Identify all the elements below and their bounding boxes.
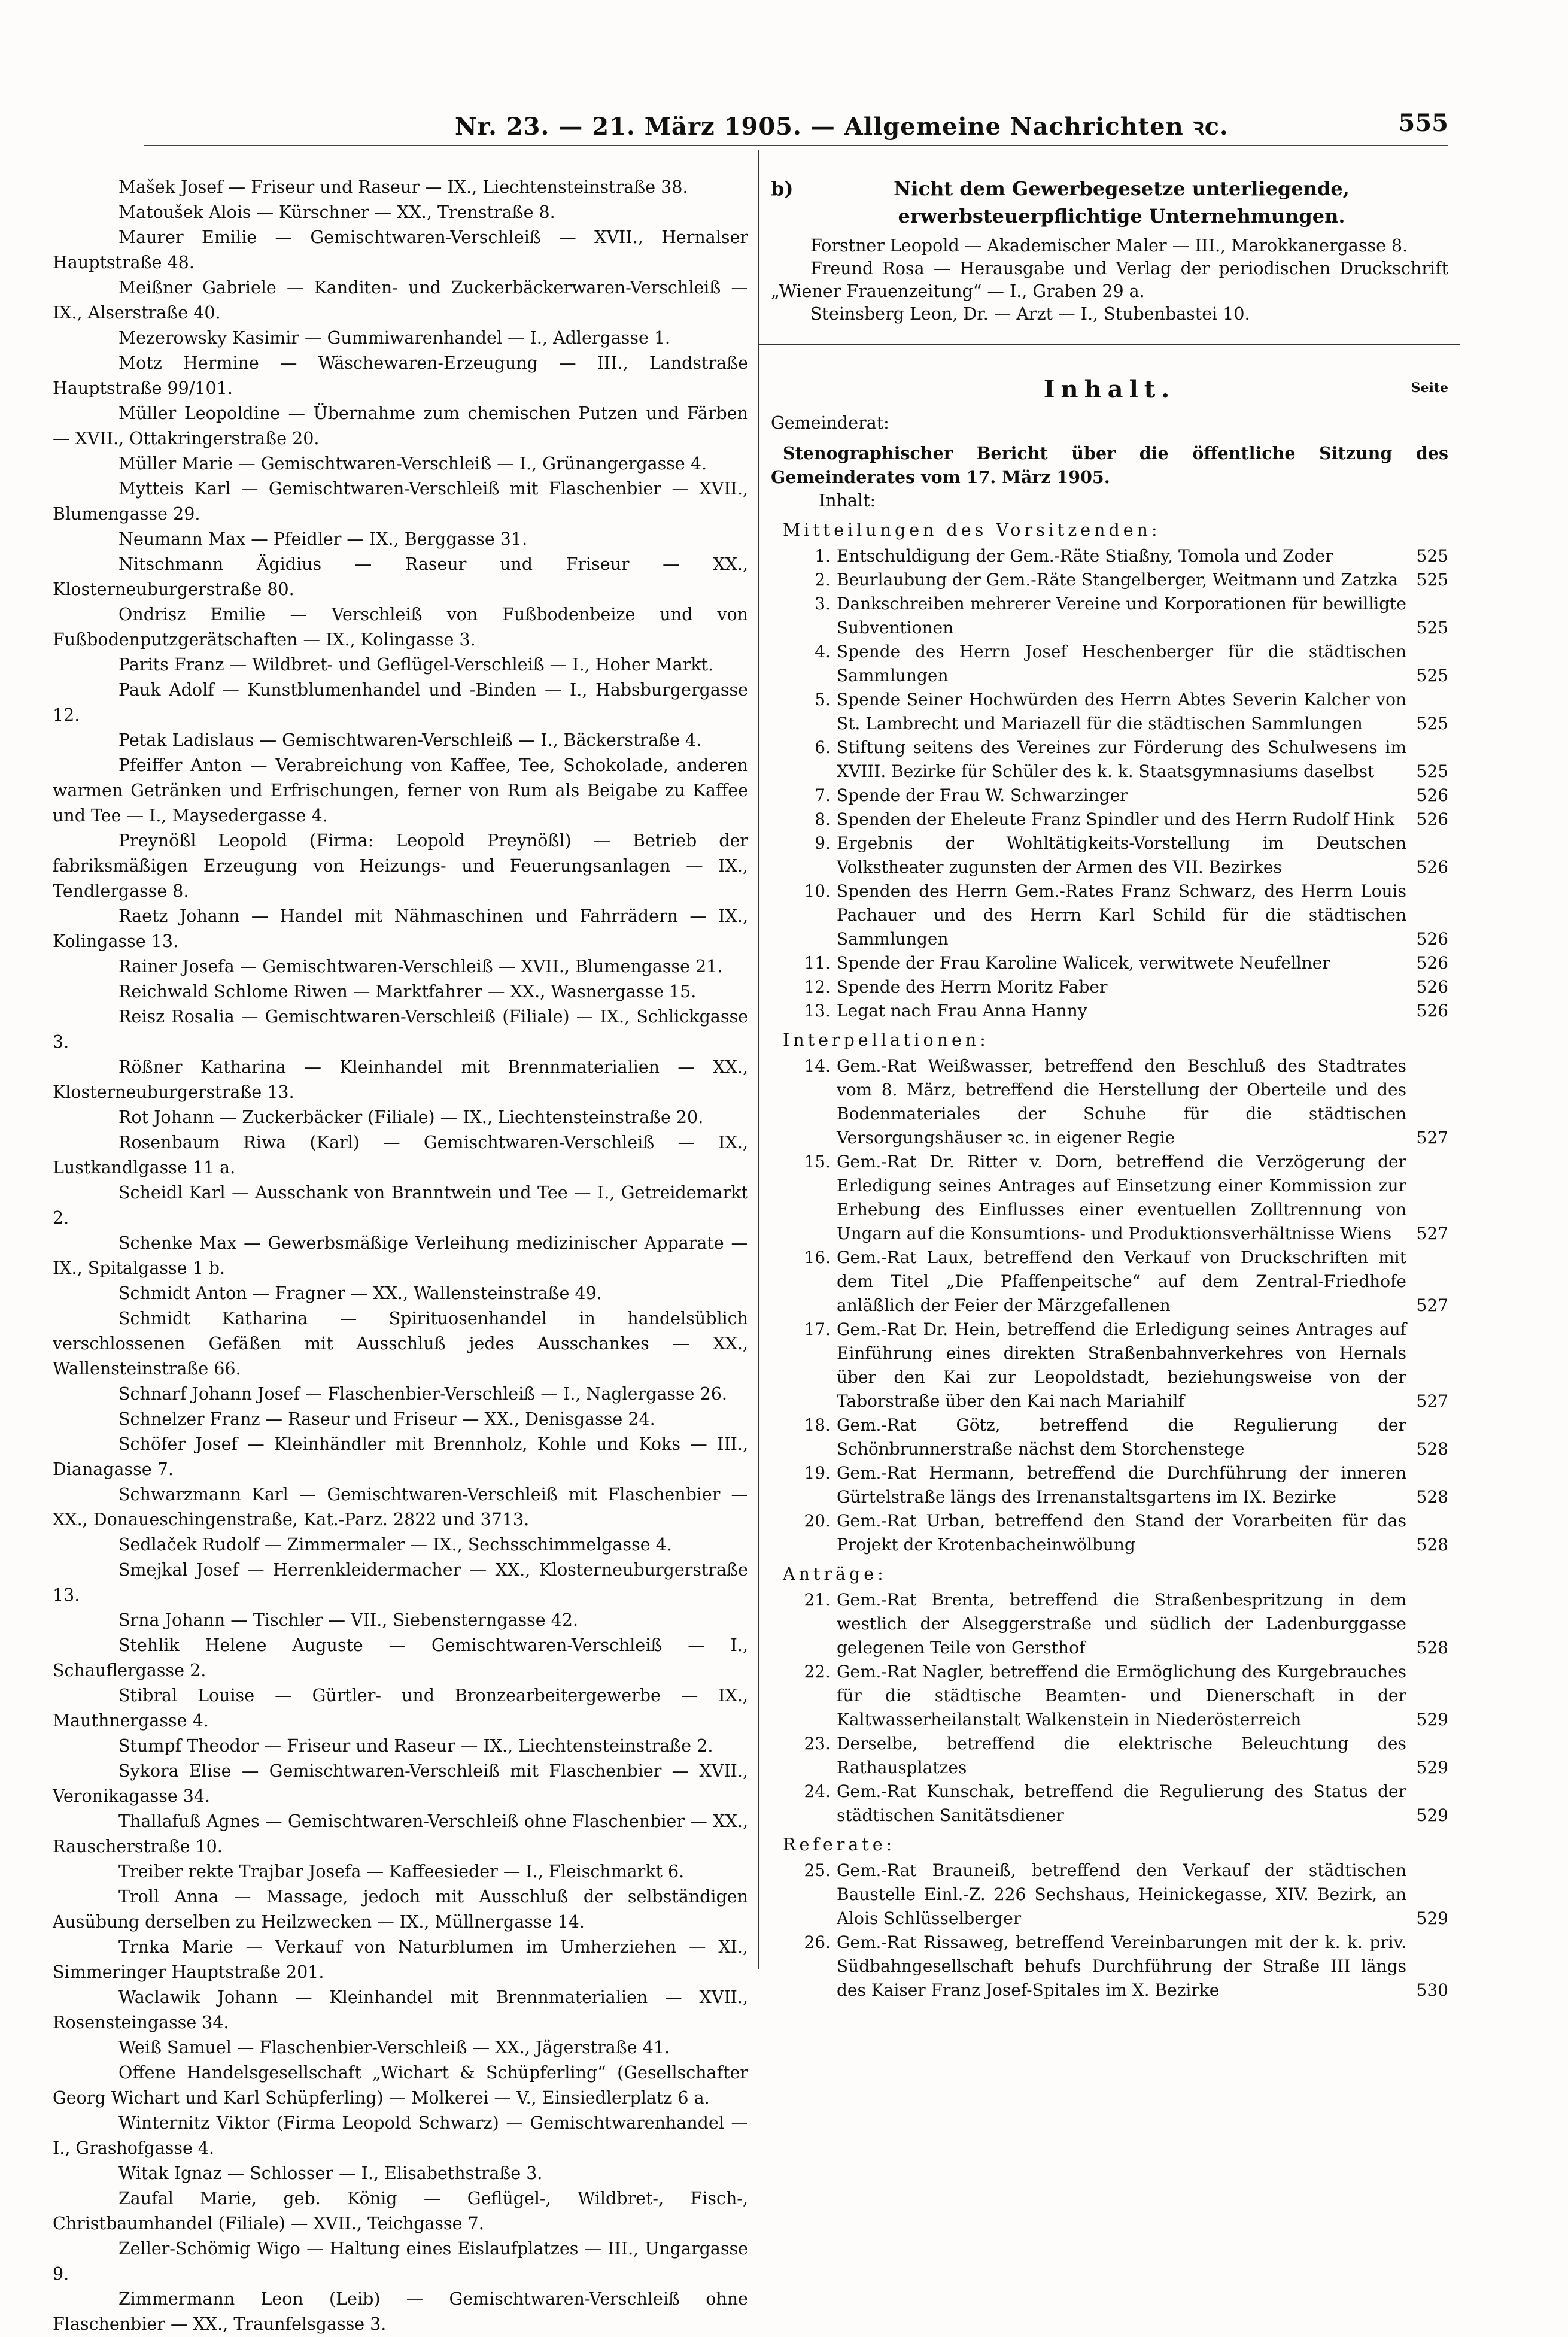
register-entry: Waclawik Johann — Kleinhandel mit Brennmaterialien — XVII., Rosensteingasse 34. (53, 1987, 748, 2032)
right-column (771, 175, 1448, 2002)
toc-entry (771, 1780, 1448, 1828)
toc-entry-text: Gem.-Rat Brenta, betreffend die Straßenbespritzung in dem westlich der Alseggerstraße und südlich der Ladenburggasse gelegenen Teile von Gersthof (837, 1590, 1406, 1658)
section-b-title: Nicht dem Gewerbegesetze unterliegende, erwerbsteuerpflichtige Unternehmungen. (894, 177, 1350, 227)
toc-entry-page: 526 (1416, 977, 1448, 997)
toc-entry-number: 22. (804, 1662, 831, 1682)
toc-entry-page: 525 (1416, 570, 1448, 590)
register-entry: Zeller-Schömig Wigo — Haltung eines Eislaufplatzes — III., Ungargasse 9. (53, 2239, 748, 2284)
toc-entry-page: 526 (1416, 857, 1448, 877)
column-divider (758, 150, 759, 1969)
toc-entry-page: 525 (1416, 618, 1448, 638)
toc-entry-text: Gem.-Rat Dr. Hein, betreffend die Erledigung seines Antrages auf Einführung eines direkten Straßenbahnverkehres von Hernals über den Kai zur Leopoldstadt, beziehungsweise von der Taborstraße über den Kai nach Mariahilf (837, 1319, 1406, 1411)
register-entry: Raetz Johann — Handel mit Nähmaschinen und Fahrrädern — IX., Kolingasse 13. (53, 906, 748, 951)
toc-entry-text: Spende des Herrn Moritz Faber (837, 977, 1108, 997)
toc-section-heading: Interpellationen: (783, 1030, 989, 1050)
section-b-entry: Steinsberg Leon, Dr. — Arzt — I., Stubenbastei 10. (810, 304, 1250, 324)
toc-entry-page: 525 (1416, 714, 1448, 733)
toc-entry-page: 526 (1416, 953, 1448, 973)
register-entry: Petak Ladislaus — Gemischtwaren-Verschleiß — I., Bäckerstraße 4. (118, 730, 702, 750)
toc-entry-text: Gem.-Rat Nagler, betreffend die Ermöglichung des Kurgebrauches für die städtische Beamten- und Dienerschaft in der Kaltwasserheilanstalt Walkenstein in Niederösterreich (837, 1662, 1406, 1729)
register-entry: Pauk Adolf — Kunstblumenhandel und -Binden — I., Habsburgergasse 12. (53, 680, 748, 725)
register-entry: Preynößl Leopold (Firma: Leopold Preynößl) — Betrieb der fabriksmäßigen Erzeugung von Heizungs- und Feuerungsanlagen — IX., Tendlergasse 8. (53, 831, 748, 901)
toc-entry-number: 14. (804, 1056, 831, 1076)
toc-entry-page: 528 (1416, 1638, 1448, 1658)
toc-entry (771, 999, 1448, 1023)
register-entry: Srna Johann — Tischler — VII., Siebensterngasse 42. (118, 1610, 579, 1630)
register-entry: Rot Johann — Zuckerbäcker (Filiale) — IX., Liechtensteinstraße 20. (118, 1107, 704, 1127)
toc-entry-page: 525 (1416, 546, 1448, 566)
table-of-contents (771, 518, 1448, 2002)
register-entry: Motz Hermine — Wäschewaren-Erzeugung — III., Landstraße Hauptstraße 99/101. (53, 353, 748, 398)
register-entry: Zaufal Marie, geb. König — Geflügel-, Wildbret-, Fisch-, Christbaumhandel (Filiale) — XVII., Teichgasse 7. (53, 2189, 748, 2233)
toc-entry-text: Spende des Herrn Josef Heschenberger für die städtischen Sammlungen (837, 642, 1406, 685)
toc-entry-number: 16. (804, 1248, 831, 1267)
register-entry: Schmidt Katharina — Spirituosenhandel in handelsüblich verschlossenen Gefäßen mit Ausschluß jedes Ausschankes — XX., Wallensteinstraße 66. (53, 1309, 748, 1379)
register-entry: Schmidt Anton — Fragner — XX., Wallensteinstraße 49. (118, 1283, 602, 1303)
toc-entry-text: Gem.-Rat Weißwasser, betreffend den Beschluß des Stadtrates vom 8. März, betreffend die Herstellung der Oberteile und des Bodenmateriales der Schuhe für die städtischen Versorgungshäuser ꝛc. in eigener Regie (837, 1056, 1406, 1148)
register-entry: Smejkal Josef — Herrenkleidermacher — XX., Klosterneuburgerstraße 13. (53, 1560, 748, 1605)
toc-entry-page: 529 (1416, 1908, 1448, 1928)
inhalt-title: Inhalt. (1043, 375, 1176, 403)
toc-entry (771, 975, 1448, 999)
toc-entry-number: 1. (815, 546, 831, 566)
toc-section-heading: Mitteilungen des Vorsitzenden: (783, 520, 1161, 540)
toc-entry (771, 1931, 1448, 2002)
toc-entry-text: Legat nach Frau Anna Hanny (837, 1001, 1087, 1021)
register-entry: Schnelzer Franz — Raseur und Friseur — XX., Denisgasse 24. (118, 1409, 655, 1429)
toc-entry (771, 1660, 1448, 1732)
register-entry: Maurer Emilie — Gemischtwaren-Verschleiß — XVII., Hernalser Hauptstraße 48. (53, 227, 748, 272)
register-entry: Stibral Louise — Gürtler- und Bronzearbeitergewerbe — IX., Mauthnergasse 4. (53, 1686, 748, 1731)
toc-entry-text: Gem.-Rat Kunschak, betreffend die Regulierung des Status der städtischen Sanitätsdiener (837, 1781, 1406, 1825)
toc-entry-text: Gem.-Rat Brauneiß, betreffend den Verkauf der städtischen Baustelle Einl.-Z. 226 Sechshaus, Heinickegasse, XIV. Bezirk, an Alois Schlüsselberger (837, 1861, 1406, 1928)
toc-entry-number: 18. (804, 1415, 831, 1435)
toc-entry (771, 544, 1448, 568)
register-entry: Rainer Josefa — Gemischtwaren-Verschleiß — XVII., Blumengasse 21. (118, 957, 723, 976)
toc-entry (771, 1054, 1448, 1150)
toc-entry-page: 528 (1416, 1535, 1448, 1555)
toc-entry-number: 25. (804, 1861, 831, 1880)
register-entry: Matoušek Alois — Kürschner — XX., Trenstraße 8. (118, 202, 555, 222)
toc-entry-number: 2. (815, 570, 831, 590)
toc-entry-text: Gem.-Rat Hermann, betreffend die Durchführung der inneren Gürtelstraße längs des Irrenanstaltsgartens im IX. Bezirke (837, 1463, 1406, 1507)
register-entry: Sykora Elise — Gemischtwaren-Verschleiß mit Flaschenbier — XVII., Veronikagasse 34. (53, 1761, 748, 1806)
register-entry: Reisz Rosalia — Gemischtwaren-Verschleiß (Filiale) — IX., Schlickgasse 3. (53, 1007, 748, 1052)
toc-entry (771, 568, 1448, 592)
toc-entry (771, 1413, 1448, 1461)
page-header (144, 109, 1448, 145)
toc-entry-text: Ergebnis der Wohltätigkeits-Vorstellung im Deutschen Volkstheater zugunsten der Armen des VII. Bezirkes (837, 833, 1406, 877)
toc-entry-number: 17. (804, 1319, 831, 1339)
toc-entry-text: Gem.-Rat Dr. Ritter v. Dorn, betreffend die Verzögerung der Erledigung seines Antrages auf Einsetzung einer Kommission zur Erhebung des Einflusses einer eventuellen Zolltrennung von Ungarn auf die Konsumtions- und Produktionsverhältnisse Wiens (837, 1152, 1406, 1243)
toc-entry (771, 736, 1448, 784)
toc-entry-page: 525 (1416, 761, 1448, 781)
register-entry: Stehlik Helene Auguste — Gemischtwaren-Verschleiß — I., Schauflergasse 2. (53, 1635, 748, 1680)
toc-section-heading: Referate: (783, 1835, 896, 1855)
register-entry: Schnarf Johann Josef — Flaschenbier-Verschleiß — I., Naglergasse 26. (118, 1384, 727, 1404)
toc-entry-page: 525 (1416, 666, 1448, 685)
toc-entry-number: 6. (815, 737, 831, 757)
toc-entry-number: 20. (804, 1511, 831, 1531)
toc-entry-text: Stiftung seitens des Vereines zur Förderung des Schulwesens im XVIII. Bezirke für Schüler des k. k. Staatsgymnasiums daselbst (837, 737, 1406, 781)
section-b-entries (771, 235, 1448, 326)
bericht-title: Stenographischer Bericht über die öffentliche Sitzung des Gemeinderates vom 17. März 1905. (771, 443, 1448, 487)
register-entry: Parits Franz — Wildbret- und Geflügel-Verschleiß — I., Hoher Markt. (118, 655, 714, 675)
toc-entry-number: 24. (804, 1781, 831, 1801)
toc-entry-page: 527 (1416, 1391, 1448, 1411)
toc-entry-page: 526 (1416, 1001, 1448, 1021)
toc-entry-page: 528 (1416, 1439, 1448, 1459)
toc-entry-number: 23. (804, 1734, 831, 1753)
seite-label: Seite (1411, 380, 1448, 396)
toc-entry-page: 526 (1416, 809, 1448, 829)
toc-entry-text: Gem.-Rat Urban, betreffend den Stand der Vorarbeiten für das Projekt der Krotenbacheinwölbung (837, 1511, 1406, 1555)
toc-entry-number: 11. (804, 953, 831, 973)
toc-entry (771, 1732, 1448, 1780)
toc-entry-number: 8. (815, 809, 831, 829)
register-entry: Schöfer Josef — Kleinhändler mit Brennholz, Kohle und Koks — III., Dianagasse 7. (53, 1434, 748, 1479)
toc-entry-number: 4. (815, 642, 831, 661)
register-entry: Zimmermann Leon (Leib) — Gemischtwaren-Verschleiß ohne Flaschenbier — XX., Traunfelsgasse 3. (53, 2289, 748, 2334)
toc-entry-number: 12. (804, 977, 831, 997)
section-b-label: b) (771, 177, 794, 200)
register-entry: Nitschmann Ägidius — Raseur und Friseur — XX., Klosterneuburgerstraße 80. (53, 554, 748, 599)
toc-entry (771, 640, 1448, 688)
toc-entry (771, 1150, 1448, 1246)
register-entry: Scheidl Karl — Ausschank von Branntwein und Tee — I., Getreidemarkt 2. (53, 1183, 748, 1228)
left-column (53, 175, 748, 2337)
register-entry: Sedlaček Rudolf — Zimmermaler — IX., Sechsschimmelgasse 4. (118, 1535, 672, 1555)
toc-entry-number: 13. (804, 1001, 831, 1021)
toc-entry-page: 529 (1416, 1805, 1448, 1825)
register-entry: Meißner Gabriele — Kanditen- und Zuckerbäckerwaren-Verschleiß — IX., Alserstraße 40. (53, 278, 748, 323)
register-entry: Thallafuß Agnes — Gemischtwaren-Verschleiß ohne Flaschenbier — XX., Rauscherstraße 10. (53, 1811, 748, 1856)
toc-entry (771, 1246, 1448, 1318)
register-entry: Müller Leopoldine — Übernahme zum chemischen Putzen und Färben — XVII., Ottakringerstraße 20. (53, 403, 748, 448)
toc-entry (771, 592, 1448, 640)
toc-entry-text: Gem.-Rat Laux, betreffend den Verkauf von Druckschriften mit dem Titel „Die Pfaffenpeitsche“ auf dem Zentral-Friedhofe anläßlich der Feier der Märzgefallenen (837, 1248, 1406, 1315)
section-rule (758, 344, 1460, 345)
toc-entry-page: 527 (1416, 1295, 1448, 1315)
register-entry: Stumpf Theodor — Friseur und Raseur — IX., Liechtensteinstraße 2. (118, 1736, 713, 1756)
toc-entry (771, 831, 1448, 879)
toc-entry-text: Entschuldigung der Gem.-Räte Stiaßny, Tomola und Zoder (837, 546, 1333, 566)
toc-entry-page: 526 (1416, 929, 1448, 949)
toc-entry-number: 3. (815, 594, 831, 614)
toc-entry-text: Dankschreiben mehrerer Vereine und Korporationen für bewilligte Subventionen (837, 594, 1406, 638)
register-entry: Mytteis Karl — Gemischtwaren-Verschleiß mit Flaschenbier — XVII., Blumengasse 29. (53, 479, 748, 524)
toc-entry-number: 10. (804, 881, 831, 901)
toc-entry-number: 15. (804, 1152, 831, 1171)
section-b-entry: Freund Rosa — Herausgabe und Verlag der periodischen Druckschrift „Wiener Frauenzeitung“ — I., Graben 29 a. (771, 259, 1448, 301)
toc-entry (771, 1859, 1448, 1931)
toc-entry-number: 21. (804, 1590, 831, 1610)
register-entry: Treiber rekte Trajbar Josefa — Kaffeesieder — I., Fleischmarkt 6. (118, 1862, 685, 1881)
toc-entry-number: 26. (804, 1932, 831, 1952)
register-entry: Troll Anna — Massage, jedoch mit Ausschluß der selbständigen Ausübung derselben zu Heilzwecken — IX., Müllnergasse 14. (53, 1887, 748, 1932)
register-entry: Mezerowsky Kasimir — Gummiwarenhandel — I., Adlergasse 1. (118, 328, 671, 348)
inhalt-label: Inhalt: (819, 491, 876, 511)
register-entry: Rößner Katharina — Kleinhandel mit Brennmaterialien — XX., Klosterneuburgerstraße 13. (53, 1057, 748, 1102)
toc-entry-text: Beurlaubung der Gem.-Räte Stangelberger, Weitmann und Zatzka (837, 570, 1399, 590)
toc-entry-text: Derselbe, betreffend die elektrische Beleuchtung des Rathausplatzes (837, 1734, 1406, 1777)
running-title: Nr. 23. — 21. März 1905. — Allgemeine Nachrichten ꝛc. (455, 113, 1229, 141)
toc-entry-text: Gem.-Rat Rissaweg, betreffend Vereinbarungen mit der k. k. priv. Südbahngesellschaft behufs Durchführung der Straße III längs des Kaiser Franz Josef-Spitales im X. Bezirke (837, 1932, 1406, 2000)
toc-entry-text: Gem.-Rat Götz, betreffend die Regulierung der Schönbrunnerstraße nächst dem Storchenstege (837, 1415, 1406, 1459)
register-entry: Ondrisz Emilie — Verschleiß von Fußbodenbeize und von Fußbodenputzgerätschaften — IX., Kolingasse 3. (53, 605, 748, 649)
toc-entry (771, 1461, 1448, 1509)
register-entry: Müller Marie — Gemischtwaren-Verschleiß — I., Grünangergasse 4. (118, 454, 707, 474)
section-b-entry: Forstner Leopold — Akademischer Maler — III., Marokkanergasse 8. (810, 236, 1408, 256)
toc-entry-page: 527 (1416, 1128, 1448, 1148)
toc-entry (771, 688, 1448, 736)
register-entry: Weiß Samuel — Flaschenbier-Verschleiß — XX., Jägerstraße 41. (118, 2038, 670, 2057)
toc-entry (771, 879, 1448, 951)
toc-section-heading: Anträge: (783, 1564, 887, 1584)
toc-entry (771, 808, 1448, 831)
page-number: 555 (1398, 109, 1448, 137)
toc-entry (771, 1588, 1448, 1660)
register-entry: Rosenbaum Riwa (Karl) — Gemischtwaren-Verschleiß — IX., Lustkandlgasse 11 a. (53, 1133, 748, 1177)
register-entry: Schwarzmann Karl — Gemischtwaren-Verschleiß mit Flaschenbier — XX., Donaueschingenstraße, Kat.-Parz. 2822 und 3713. (53, 1485, 748, 1529)
register-entry: Winternitz Viktor (Firma Leopold Schwarz) — Gemischtwarenhandel — I., Grashofgasse 4. (53, 2113, 748, 2158)
toc-entry-text: Spende Seiner Hochwürden des Herrn Abtes Severin Kalcher von St. Lambrecht und Mariazell für die städtischen Sammlungen (837, 690, 1406, 733)
toc-entry-page: 528 (1416, 1487, 1448, 1507)
toc-entry-text: Spende der Frau Karoline Walicek, verwitwete Neufellner (837, 953, 1330, 973)
register-entry: Offene Handelsgesellschaft „Wichart & Schüpferling“ (Gesellschafter Georg Wichart und Karl Schüpferling) — Molkerei — V., Einsiedlerplatz 6 a. (53, 2063, 748, 2108)
gemeinderat-label: Gemeinderat: (771, 413, 889, 433)
toc-entry-number: 19. (804, 1463, 831, 1483)
toc-entry-number: 9. (815, 833, 831, 853)
toc-entry-text: Spende der Frau W. Schwarzinger (837, 785, 1128, 805)
inhalt-heading (771, 375, 1448, 411)
toc-entry-text: Spenden der Eheleute Franz Spindler und des Herrn Rudolf Hink (837, 809, 1395, 829)
register-entry: Trnka Marie — Verkauf von Naturblumen im Umherziehen — XI., Simmeringer Hauptstraße 201. (53, 1937, 748, 1982)
register-entry: Schenke Max — Gewerbsmäßige Verleihung medizinischer Apparate — IX., Spitalgasse 1 b. (53, 1233, 748, 1278)
header-rule (144, 145, 1448, 150)
register-entry: Pfeiffer Anton — Verabreichung von Kaffee, Tee, Schokolade, anderen warmen Getränken und Erfrischungen, ferner von Rum als Beigabe zu Kaffee und Tee — I., Maysedergasse 4. (53, 755, 748, 825)
register-entry: Witak Ignaz — Schlosser — I., Elisabethstraße 3. (118, 2163, 543, 2183)
toc-entry-page: 529 (1416, 1710, 1448, 1729)
toc-entry-page: 529 (1416, 1758, 1448, 1777)
section-b (771, 175, 1448, 326)
register-entry: Reichwald Schlome Riwen — Marktfahrer — XX., Wasnergasse 15. (118, 982, 697, 1001)
toc-entry (771, 784, 1448, 808)
toc-entry-page: 526 (1416, 785, 1448, 805)
section-b-heading (771, 175, 1448, 235)
toc-entry-page: 527 (1416, 1224, 1448, 1243)
register-entry: Mašek Josef — Friseur und Raseur — IX., Liechtensteinstraße 38. (118, 177, 688, 197)
register-entry: Neumann Max — Pfeidler — IX., Berggasse 31. (118, 529, 528, 549)
toc-entry (771, 951, 1448, 975)
toc-entry-page: 530 (1416, 1980, 1448, 2000)
toc-entry (771, 1509, 1448, 1557)
toc-entry (771, 1318, 1448, 1413)
toc-entry-text: Spenden des Herrn Gem.-Rates Franz Schwarz, des Herrn Louis Pachauer und des Herrn Karl Schild für die städtischen Sammlungen (837, 881, 1406, 949)
toc-entry-number: 5. (815, 690, 831, 709)
toc-entry-number: 7. (815, 785, 831, 805)
